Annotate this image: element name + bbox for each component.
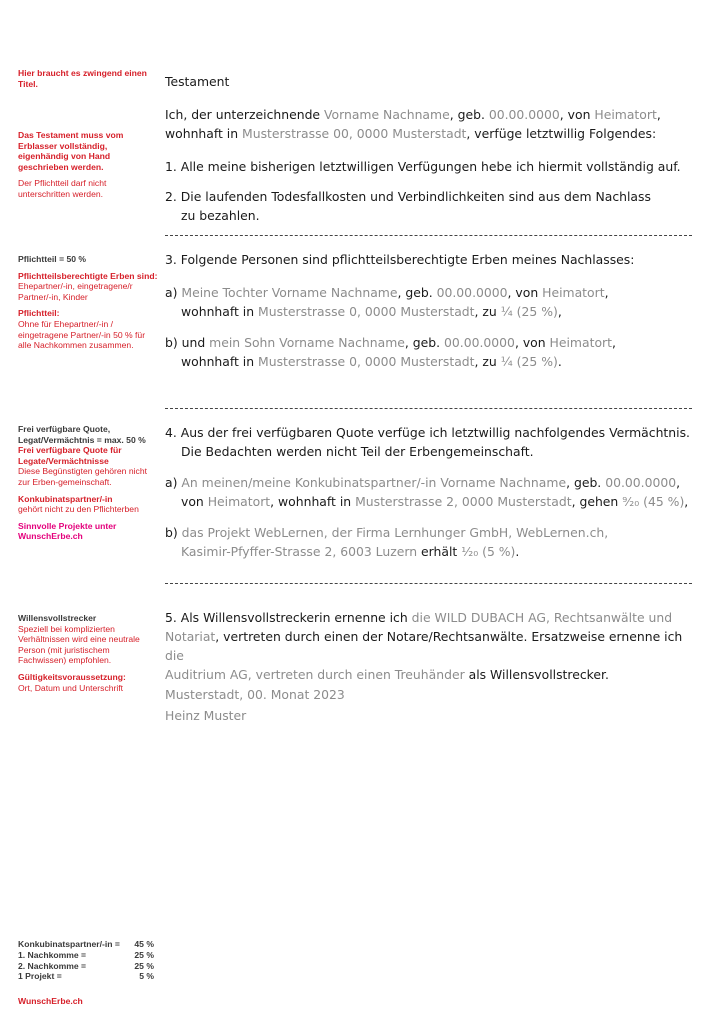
legat-a: a) An meinen/meine Konkubinatspartner/-in Vorname Nachname, geb. 00.00.0000, von Heimatort, wohnhaft in Musterstrasse 2, 0000 Musterstadt, gehen ⁹⁄₂₀ (45 %), bbox=[165, 475, 689, 509]
item-3: 3. Folgende Personen sind pflichtteilsberechtigte Erben meines Nachlasses: bbox=[165, 252, 635, 267]
document-title: Testament bbox=[165, 74, 230, 89]
sidebar-title-note bbox=[18, 68, 158, 89]
summary-row: 1. Nachkomme = 25 % bbox=[18, 949, 154, 960]
projekte-link[interactable]: Sinnvolle Projekte unter WunschErbe.ch bbox=[18, 520, 117, 542]
willens-text: Speziell bei komplizierten Verhältnissen wird eine neutrale Person (mit juristischem Fachwissen) empfohlen. bbox=[18, 623, 140, 666]
testator-name: Vorname Nachname bbox=[324, 107, 450, 122]
brand-link[interactable]: WunschErbe.ch bbox=[18, 996, 83, 1007]
summary-row: Konkubinatspartner/-in = 45 % bbox=[18, 939, 154, 949]
konkubinat-text: gehört nicht zu den Pflichterben bbox=[18, 504, 139, 515]
title-note: Hier braucht es zwingend einen Titel. bbox=[18, 68, 147, 89]
sidebar-willens-block bbox=[18, 613, 158, 693]
item-4: 4. Aus der frei verfügbaren Quote verfüge ich letztwillig nachfolgendes Vermächtnis. Die Bedachten werden nicht Teil der Erbengemeinschaft. bbox=[165, 425, 690, 459]
pflichtteil-sign-note: Der Pflichtteil darf nicht unterschritten werden. bbox=[18, 178, 107, 199]
berechtigte-heading: Pflichtteilsberechtigte Erben sind: bbox=[18, 270, 158, 281]
item-2: 2. Die laufenden Todesfallkosten und Verbindlichkeiten sind aus dem Nachlass zu bezahlen. bbox=[165, 189, 651, 223]
sidebar-handwritten-note bbox=[18, 130, 158, 200]
legat-b: b) das Projekt WebLernen, der Firma Lernhunger GmbH, WebLernen.ch, Kasimir-Pfyffer-Strasse 2, 6003 Luzern erhält ¹⁄₂₀ (5 %). bbox=[165, 525, 609, 559]
summary-row: 2. Nachkomme = 25 % bbox=[18, 960, 154, 971]
intro-paragraph: Ich, der unterzeichnende Vorname Nachname, geb. 00.00.0000, von Heimatort, wohnhaft in Musterstrasse 00, 0000 Musterstadt, verfüge letztwillig Folgendes: bbox=[165, 107, 661, 141]
gueltig-heading: Gültigkeitsvoraussetzung: bbox=[18, 671, 126, 682]
willens-heading: Willensvollstrecker bbox=[18, 613, 97, 623]
item-5: 5. Als Willensvollstreckerin ernenne ich die WILD DUBACH AG, Rechtsanwälte und Notariat, vertreten durch einen der Notare/Rechtsanwälte. Ersatzweise ernenne ich die Auditrium AG, vertreten durch einen Treuhänder als Willensvollstrecker. bbox=[165, 610, 683, 682]
summary-row: 1 Projekt = 5 % bbox=[18, 971, 154, 982]
divider bbox=[165, 408, 692, 409]
divider bbox=[165, 583, 692, 584]
share-summary bbox=[18, 939, 154, 1007]
pflichtteil-heading: Pflichtteil: bbox=[18, 308, 60, 319]
konkubinat-heading: Konkubinatspartner/-in bbox=[18, 493, 113, 504]
item-1: 1. Alle meine bisherigen letztwilligen Verfügungen hebe ich hiermit vollständig auf. bbox=[165, 159, 681, 174]
quote-sub: Frei verfügbare Quote für Legate/Vermächtnisse bbox=[18, 445, 122, 466]
heir-b: b) und mein Sohn Vorname Nachname, geb. 00.00.0000, von Heimatort, wohnhaft in Musterstrasse 0, 0000 Musterstadt, zu ¼ (25 %). bbox=[165, 335, 616, 369]
quote-heading: Frei verfügbare Quote, Legat/Vermächtnis = max. 50 % bbox=[18, 424, 146, 445]
pflichtteil-text: Ohne für Ehepartner/-in / eingetragene Partner/-in 50 % für alle Nachkommen zusammen. bbox=[18, 318, 146, 351]
signature: Heinz Muster bbox=[165, 708, 247, 723]
testator-address: Musterstrasse 00, 0000 Musterstadt bbox=[242, 126, 467, 141]
heir-a: a) Meine Tochter Vorname Nachname, geb. 00.00.0000, von Heimatort, wohnhaft in Musterstrasse 0, 0000 Musterstadt, zu ¼ (25 %), bbox=[165, 285, 609, 319]
sidebar-quote-block bbox=[18, 424, 158, 542]
testator-dob: 00.00.0000 bbox=[488, 107, 560, 122]
sidebar-pflichtteil-block bbox=[18, 254, 158, 351]
divider bbox=[165, 235, 692, 236]
testator-origin: Heimatort bbox=[594, 107, 657, 122]
place-date: Musterstadt, 00. Monat 2023 bbox=[165, 687, 345, 702]
gueltig-text: Ort, Datum und Unterschrift bbox=[18, 682, 124, 693]
handwritten-note: Das Testament muss vom Erblasser vollständig, eigenhändig von Hand geschrieben werden. bbox=[18, 130, 124, 172]
pflichtteil-percent: Pflichtteil = 50 % bbox=[18, 254, 87, 264]
berechtigte-text: Ehepartner/-in, eingetragene/r Partner/-in, Kinder bbox=[18, 281, 133, 302]
quote-text: Diese Begünstigten gehören nicht zur Erben-gemeinschaft. bbox=[18, 466, 147, 487]
